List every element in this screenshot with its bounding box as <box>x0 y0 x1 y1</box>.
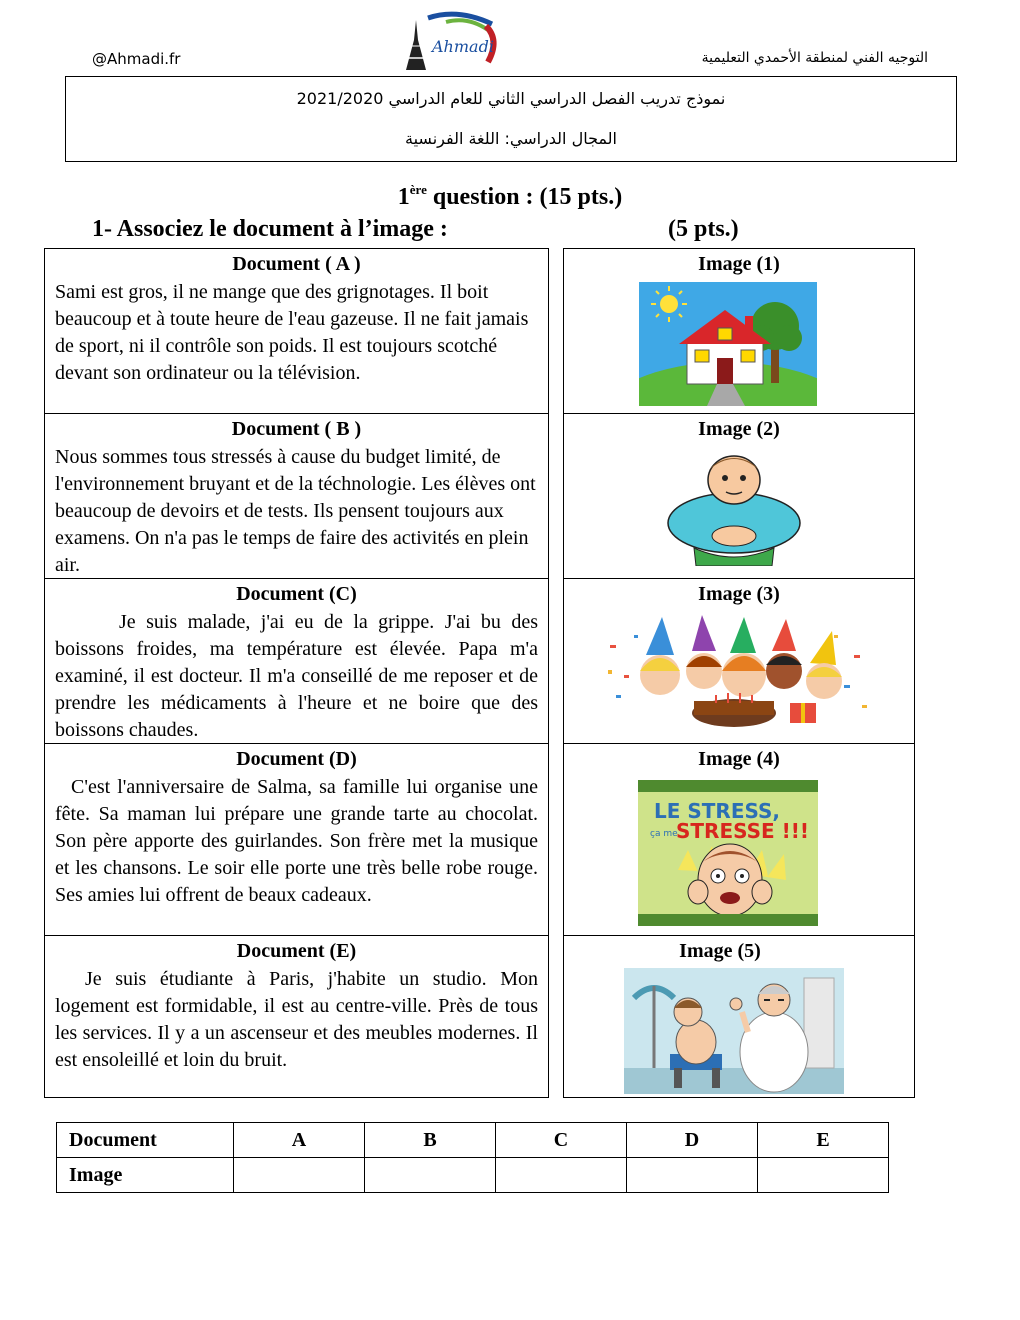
document-b <box>45 414 548 579</box>
image-5 <box>564 936 914 1099</box>
answer-cell-c[interactable] <box>496 1158 627 1193</box>
column-header: B <box>365 1123 496 1158</box>
documents-column <box>44 248 549 1098</box>
document-a <box>45 249 548 414</box>
fat-boy-icon <box>654 450 814 566</box>
column-header: E <box>758 1123 889 1158</box>
house-icon <box>639 282 817 406</box>
site-url: @Ahmadi.fr <box>92 50 181 68</box>
document-text: C'est l'anniversaire de Salma, sa famille lui organise une fête. Sa maman lui prépare une grande tarte au chocolat. Son père apporte des guirlandes. Son frère met la musique et les chansons. Le soir elle porte une très belle robe rouge. Ses amies lui offrent de beaux cadeaux. <box>55 776 538 906</box>
answer-cell-d[interactable] <box>627 1158 758 1193</box>
document-text: Sami est gros, il ne mange que des grignotages. Il boit beaucoup et à toute heure de l'eau gazeuse. Il ne fait jamais de sport, ni il contrôle son poids. Il est toujours scotché devant son ordinateur ou la télévision. <box>55 281 529 384</box>
answer-cell-b[interactable] <box>365 1158 496 1193</box>
exam-subject: المجال الدراسي: اللغة الفرنسية <box>405 129 617 148</box>
image-title: Image (4) <box>698 748 780 770</box>
document-d <box>45 744 548 936</box>
cover-subtitle: ça me <box>650 829 678 839</box>
question-heading: 1ère question : (15 pts.) <box>397 182 623 210</box>
image-4 <box>564 744 914 936</box>
image-title: Image (1) <box>698 253 780 275</box>
header-arabic: التوجيه الفني لمنطقة الأحمدي التعليمية <box>701 50 928 66</box>
answer-cell-a[interactable] <box>234 1158 365 1193</box>
answer-cell-e[interactable] <box>758 1158 889 1193</box>
document-e <box>45 936 548 1099</box>
cover-title: LE STRESS, <box>654 799 780 823</box>
instruction-points: (5 pts.) <box>668 216 739 242</box>
image-title: Image (3) <box>698 583 780 605</box>
column-header: D <box>627 1123 758 1158</box>
document-text: Je suis étudiante à Paris, j'habite un studio. Mon logement est formidable, il est au centre-ville. Près de tous les services. Il y a un ascenseur et des meubles modernes. Il est ensoleillé et loin du bruit. <box>55 968 538 1071</box>
table-row <box>57 1158 889 1193</box>
image-3 <box>564 579 914 744</box>
ahmadi-logo-icon <box>388 10 506 72</box>
image-title: Image (5) <box>679 940 761 962</box>
document-text: Je suis malade, j'ai eu de la grippe. J'ai bu des boissons froides, ma température est élevée. Papa m'a examiné, il est docteur. Il m'a conseillé de me reposer et de prendre les médicaments à l'heure et ne boire que des boissons chaudes. <box>55 611 538 741</box>
row-label-image: Image <box>57 1158 234 1193</box>
instruction: 1- Associez le document à l’image : <box>92 216 448 242</box>
exam-title: نموذج تدريب الفصل الدراسي الثاني للعام الدراسي 2021/2020 <box>296 89 726 108</box>
answer-table <box>56 1122 889 1193</box>
exam-title-box <box>65 76 957 162</box>
image-2 <box>564 414 914 579</box>
table-row <box>57 1123 889 1158</box>
document-title: Document ( B ) <box>231 418 362 440</box>
doctor-examining-icon <box>624 968 844 1094</box>
document-c <box>45 579 548 744</box>
cover-big-title: STRESSE !!! <box>676 819 810 843</box>
images-column <box>563 248 915 1098</box>
stress-book-icon <box>638 780 818 926</box>
svg-text:Ahmadi: Ahmadi <box>432 37 494 56</box>
image-1 <box>564 249 914 414</box>
document-title: Document (D) <box>236 748 357 770</box>
document-title: Document (C) <box>236 583 357 605</box>
image-title: Image (2) <box>698 418 780 440</box>
document-title: Document (E) <box>236 940 357 962</box>
row-label-document: Document <box>57 1123 234 1158</box>
birthday-party-icon <box>604 615 872 727</box>
column-header: A <box>234 1123 365 1158</box>
column-header: C <box>496 1123 627 1158</box>
document-title: Document ( A ) <box>232 253 361 275</box>
document-text: Nous sommes tous stressés à cause du budget limité, de l'environnement bruyant et de la téchnologie. Les élèves ont beaucoup de devoirs et de tests. Ils pensent toujours aux examens. On n'a pas le temps de faire des activités en plein air. <box>55 446 536 576</box>
